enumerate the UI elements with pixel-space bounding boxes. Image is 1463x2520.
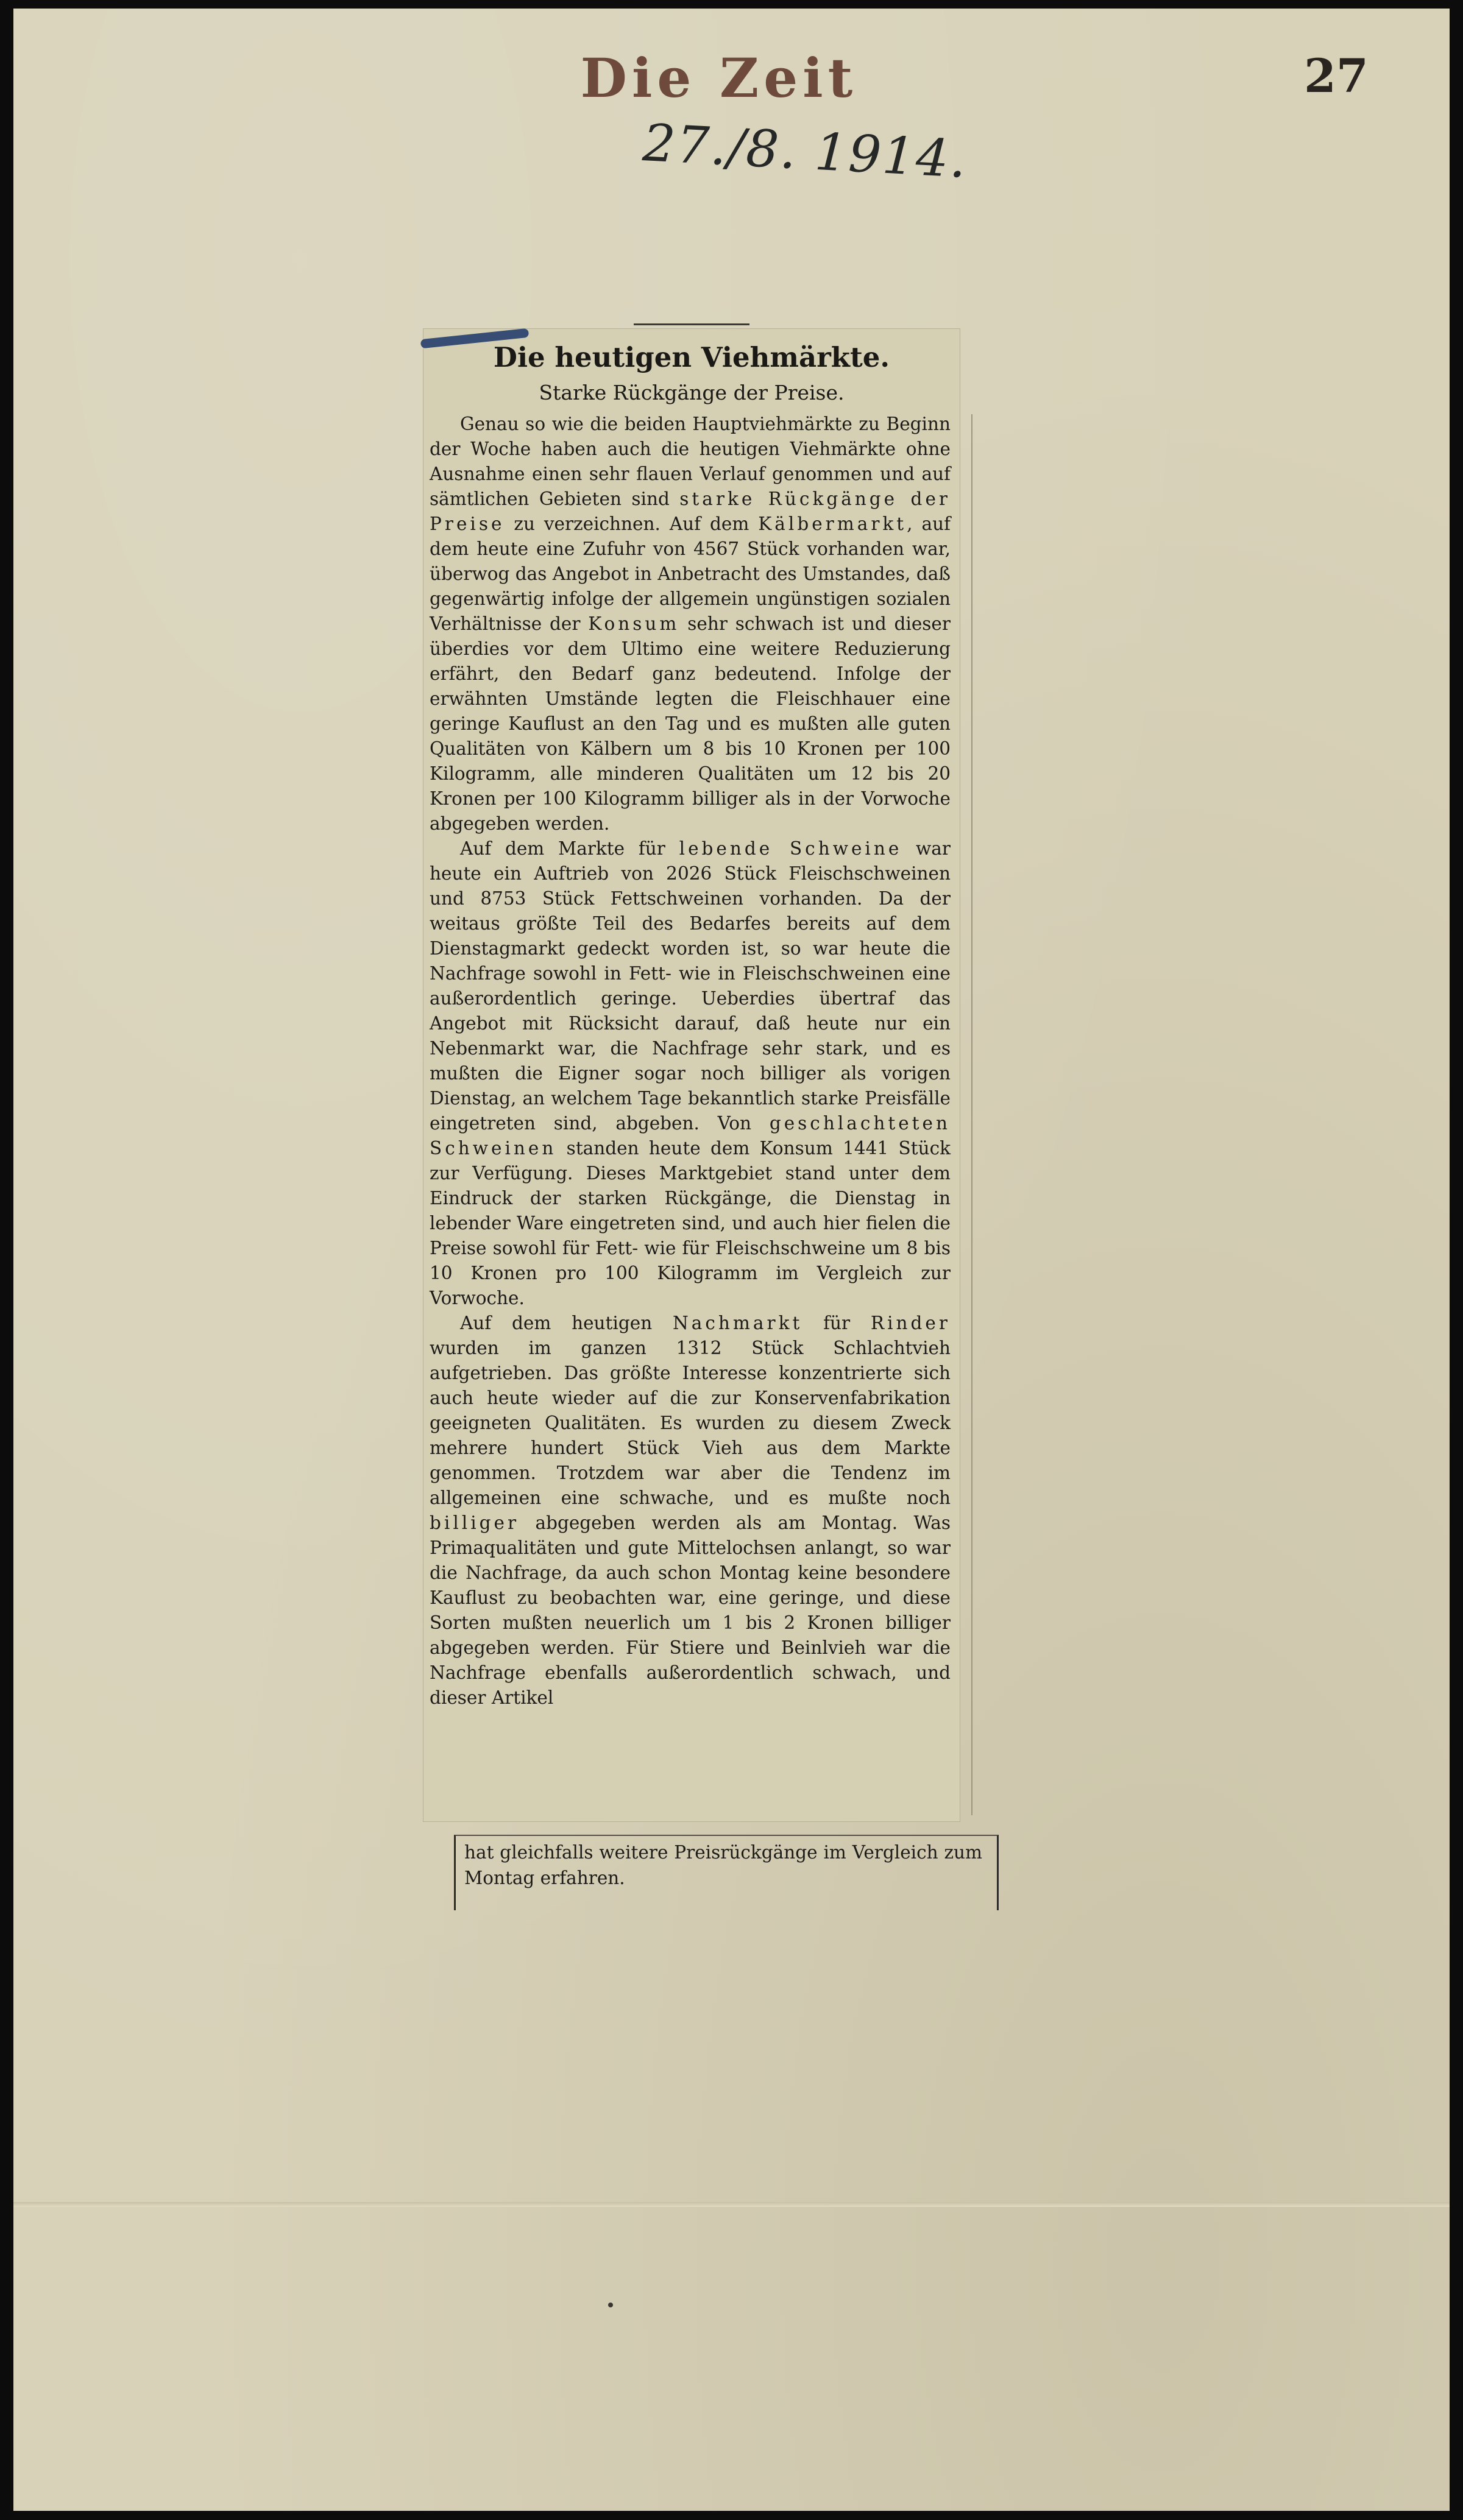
handwritten-date: 27./8. 1914.	[641, 113, 969, 189]
paragraph-text: war heute ein Auftrieb von 2026 Stück Fleischschweinen und 8753 Stück Fettschweinen vorhanden. Da der weitaus größte Teil des Bedarfes bereits auf dem Dienstagmarkt gedeckt worden ist, so war heute die Nachfrage sowohl in Fett- wie in Fleischschweinen eine außerordentlich geringe. Ueberdies übertraf das Angebot mit Rücksicht darauf, daß heute nur ein Nebenmarkt war, die Nachfrage sehr stark, und es mußten die Eigner sogar noch billiger als vorigen Dienstag, an welchem Tage bekanntlich starke Preisfälle eingetreten sind, abgeben. Von	[430, 838, 951, 1134]
emphasized-text: geschlachteten Schweinen	[430, 1113, 951, 1159]
emphasized-text: Konsum	[588, 613, 680, 634]
paragraph-text: standen heute dem Konsum 1441 Stück zur Verfügung. Dieses Marktgebiet stand unter dem Eindruck der starken Rückgänge, die Dienstag in lebender Ware eingetreten sind, und auch hier fielen die Preise sowohl für Fett- wie für Fleischschweine um 8 bis 10 Kronen pro 100 Kilogramm im Vergleich zur Vorwoche.	[430, 1138, 951, 1308]
column-rule	[971, 414, 972, 1815]
paragraph-text: Auf dem Markte für	[460, 838, 679, 859]
emphasized-text: starke Rückgänge der Preise	[430, 489, 951, 534]
clipping-top-rule	[634, 323, 749, 325]
article-paragraph	[430, 412, 951, 836]
paragraph-text: wurden im ganzen 1312 Stück Schlachtvieh aufgetrieben. Das größte Interesse konzentrierte sich auch heute wieder auf die zur Konservenfabrikation geeigneten Qualitäten. Es wurden zu diesem Zweck mehrere hundert Stück Vieh aus dem Markte genommen. Trotzdem war aber die Tendenz im allgemeinen eine schwache, und es mußte noch	[430, 1338, 951, 1508]
article-subheadline: Starke Rückgänge der Preise.	[539, 381, 845, 404]
paper-speck	[608, 2303, 613, 2307]
article-continuation	[464, 1840, 982, 1891]
paragraph-text: Auf dem heutigen	[460, 1313, 673, 1333]
emphasized-text: lebende Schweine	[679, 838, 902, 859]
paragraph-text: Genau so wie die beiden Hauptviehmärkte zu Beginn der Woche haben auch die heutigen Viehmärkte ohne Ausnahme einen sehr flauen Verlauf genommen und auf sämtlichen Gebieten sind	[430, 414, 951, 509]
paragraph-text: abgegeben werden als am Montag. Was Primaqualitäten und gute Mittelochsen anlangt, so war die Nachfrage, da auch schon Montag keine besondere Kauflust zu beobachten war, eine geringe, und diese Sorten mußten neuerlich um 1 bis 2 Kronen billiger abgegeben werden. Für Stiere und Beinlvieh war die Nachfrage ebenfalls außerordentlich schwach, und dieser Artikel	[430, 1512, 951, 1708]
article-body	[430, 412, 951, 1710]
emphasized-text: Kälbermarkt	[758, 514, 907, 534]
article-paragraph	[430, 1311, 951, 1710]
paragraph-text: zu verzeichnen. Auf dem	[505, 514, 759, 534]
emphasized-text: Rinder	[870, 1313, 951, 1333]
article-paragraph	[430, 836, 951, 1311]
paragraph-text: für	[802, 1313, 871, 1333]
emphasized-text: Nachmarkt	[672, 1313, 803, 1333]
paper-fold-line	[13, 2202, 1450, 2207]
article-headline: Die heutigen Viehmärkte.	[493, 341, 890, 373]
paragraph-text: sehr schwach ist und dieser überdies vor dem Ultimo eine weitere Reduzierung erfährt, den Bedarf ganz bedeutend. Infolge der erwähnten Umstände legten die Fleischhauer eine geringe Kauflust an den Tag und es mußten alle guten Qualitäten von Kälbern um 8 bis 10 Kronen per 100 Kilogramm, alle minderen Qualitäten um 12 bis 20 Kronen per 100 Kilogramm billiger als in der Vorwoche abgegeben werden.	[430, 613, 951, 834]
continuation-paragraph: hat gleichfalls weitere Preisrückgänge im Vergleich zum Montag erfahren.	[464, 1842, 982, 1888]
page-number: 27	[1304, 49, 1369, 103]
newspaper-masthead: Die Zeit	[580, 46, 858, 110]
emphasized-text: billiger	[430, 1512, 520, 1533]
paragraph-text: , auf dem heute eine Zufuhr von 4567 Stück vorhanden war, überwog das Angebot in Anbetracht des Umstandes, daß gegenwärtig infolge der allgemein ungünstigen sozialen Verhältnisse der	[430, 514, 951, 634]
